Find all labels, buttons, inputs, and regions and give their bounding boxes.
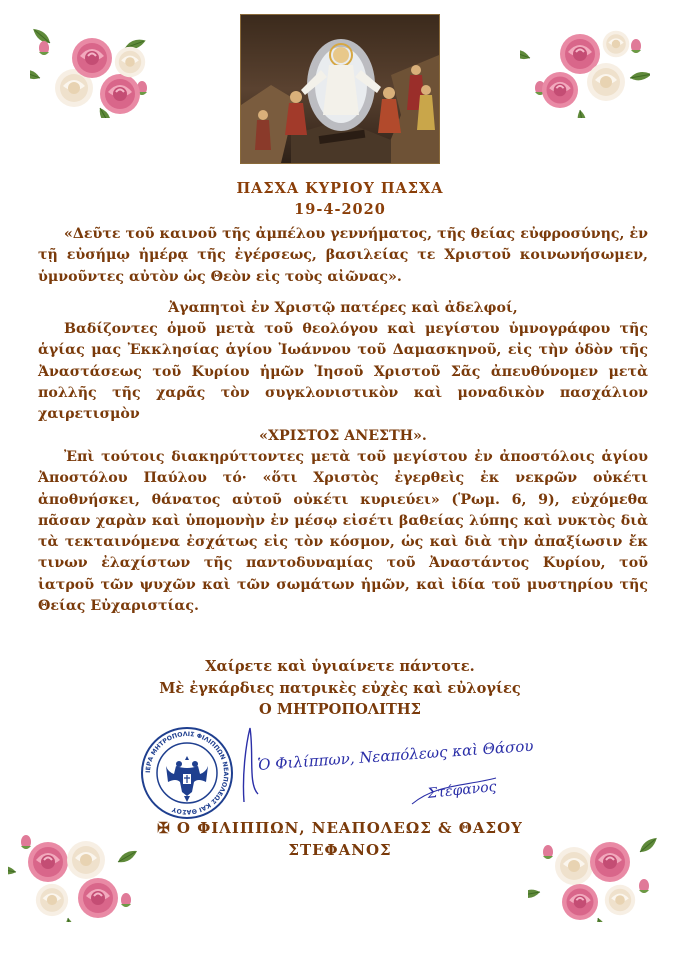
- roses-corner-top-left-icon: [30, 18, 160, 118]
- letter-date: 19-4-2020: [294, 201, 386, 218]
- closing-line-2: Μὲ ἐγκάρδιες πατρικὲς εὐχὲς καὶ εὐλογίες: [159, 680, 521, 697]
- letter-body: [38, 224, 648, 617]
- closing-line-3: Ο ΜΗΤΡΟΠΟΛΙΤΗΣ: [259, 701, 421, 718]
- salutation: Ἀγαπητοὶ ἐν Χριστῷ πατέρες καὶ ἀδελφοί,: [168, 299, 518, 316]
- handwritten-signature: [236, 714, 616, 814]
- paragraph-1: Βαδίζοντες ὁμοῦ μετὰ τοῦ θεολόγου καὶ μεγίστου ὑμνογράφου τῆς ἁγίας μας Ἐκκλησίας ἁγίου Ἰωάννου τοῦ Δαμασκηνοῦ, εἰς τὴν ὁδὸν τῆς Ἀναστάσεως τοῦ Κυρίου ἡμῶν Ἰησοῦ Χριστοῦ Σᾶς ἀπευθύνομεν μετὰ πολλῆς τῆς χαρᾶς τὸν συγκλονιστικὸν καὶ μοναδικὸν πασχάλιον χαιρετισμὸν: [38, 321, 648, 423]
- hymn-paragraph: «Δεῦτε τοῦ καινοῦ τῆς ἀμπέλου γεννήματος, τῆς θείας εὐφροσύνης, ἐν τῇ εὐσήμῳ ἡμέρᾳ τῆς ἐγέρσεως, βασιλείας τε Χριστοῦ κοινωνήσωμεν, ὑμνοῦντες αὐτὸν ὡς Θεὸν εἰς τοὺς αἰῶνας».: [38, 226, 648, 285]
- closing-line-1: Χαίρετε καὶ ὑγιαίνετε πάντοτε.: [205, 658, 475, 675]
- seal-ring-text: ΙΕΡΑ ΜΗΤΡΟΠΟΛΙΣ ΦΙΛΙΠΠΩΝ ΝΕΑΠΟΛΕΩΣ ΚΑΙ ΘΑΣΟΥ: [144, 730, 230, 816]
- easter-greeting: «ΧΡΙΣΤΟΣ ΑΝΕΣΤΗ».: [259, 427, 427, 444]
- svg-text:Ὁ Φιλίππων, Νεαπόλεως καὶ Θάσο: Ὁ Φιλίππων, Νεαπόλεως καὶ Θάσου: [257, 736, 535, 774]
- byzantine-eagle-seal-icon: [140, 726, 234, 820]
- svg-text:Στέφανος: Στέφανος: [426, 778, 498, 802]
- letter-title: ΠΑΣΧΑ ΚΥΡΙΟΥ ΠΑΣΧΑ: [236, 180, 444, 197]
- resurrection-icon-image: [240, 14, 440, 164]
- signoff-name: ΣΤΕΦΑΝΟΣ: [288, 841, 392, 859]
- roses-corner-top-right-icon: [520, 18, 650, 118]
- paragraph-2: Ἐπὶ τούτοις διακηρύττοντες μετὰ τοῦ μεγίστου ἐν ἀποστόλοις ἁγίου Ἀποστόλου Παύλου τό· «ὅτι Χριστὸς ἐγερθεὶς ἐκ νεκρῶν οὐκέτι ἀποθνήσκει, θάνατος αὐτοῦ οὐκέτι κυριεύει» (Ῥωμ. 6, 9), εὐχόμεθα πᾶσαν χαρὰν καὶ ὑπομονὴν ἐν μέσῳ εἰσέτι βαθείας λύπης καὶ νυκτὸς διὰ τὰ τεκταινόμενα ἐσχάτως εἰς τὸν κόσμον, ὡς καὶ διὰ τὴν ἀπαξίωσιν ἔκ τινων ἐλαχίστων τῆς παντοδυναμίας τοῦ Ἀναστάντος Κυρίου, τοῦ ἰατροῦ τῶν ψυχῶν καὶ τῶν σωμάτων ἡμῶν, καὶ ἰδία τοῦ μυστηρίου τῆς Θείας Εὐχαριστίας.: [38, 448, 648, 615]
- signoff-title: ✠ Ο ΦΙΛΙΠΠΩΝ, ΝΕΑΠΟΛΕΩΣ & ΘΑΣΟΥ: [157, 819, 523, 837]
